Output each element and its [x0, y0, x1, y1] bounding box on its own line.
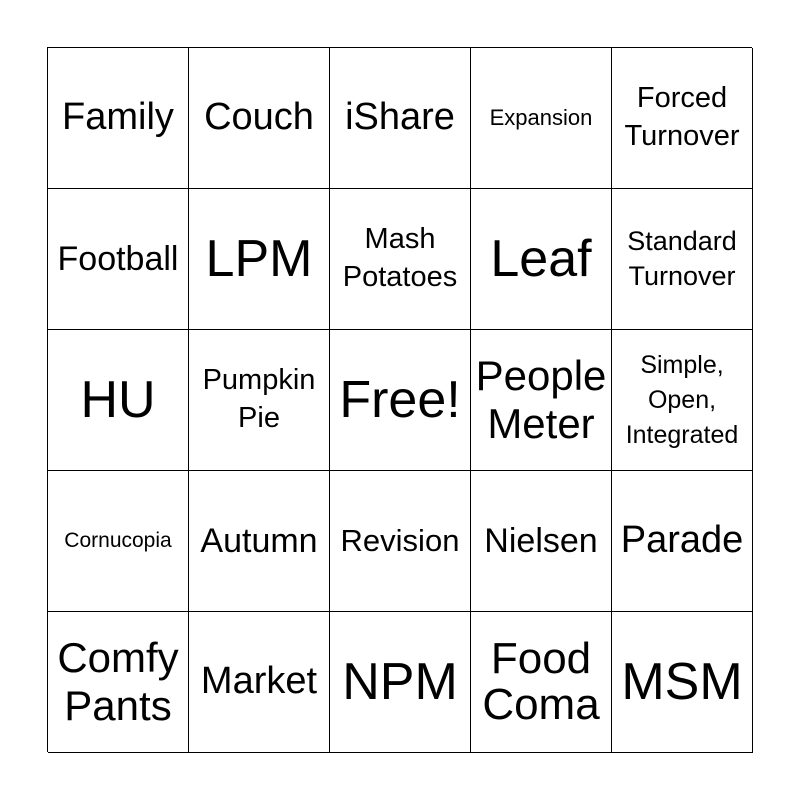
- bingo-cell[interactable]: [189, 189, 330, 330]
- cell-text: Comfy Pants: [57, 633, 179, 729]
- cell-text: Football: [57, 240, 179, 278]
- bingo-cell[interactable]: [330, 189, 471, 330]
- cell-text: Couch: [204, 96, 314, 139]
- bingo-cell[interactable]: [471, 189, 612, 330]
- cell-text: Forced Turnover: [624, 82, 740, 152]
- cell-text: Parade: [620, 519, 744, 562]
- bingo-cell[interactable]: [612, 48, 753, 189]
- bingo-cell[interactable]: [612, 471, 753, 612]
- cell-text: HU: [80, 371, 156, 429]
- bingo-cell[interactable]: [48, 48, 189, 189]
- bingo-cell[interactable]: [471, 48, 612, 189]
- bingo-cell[interactable]: [48, 612, 189, 753]
- bingo-card: [47, 47, 752, 752]
- cell-text: MSM: [621, 653, 743, 711]
- cell-text: Pumpkin Pie: [202, 364, 316, 434]
- cell-text: LPM: [205, 230, 313, 288]
- bingo-cell[interactable]: [48, 471, 189, 612]
- bingo-cell[interactable]: [330, 612, 471, 753]
- bingo-cell[interactable]: [612, 612, 753, 753]
- bingo-cell[interactable]: [48, 189, 189, 330]
- cell-text: Mash Potatoes: [342, 223, 458, 293]
- cell-text: Family: [62, 96, 174, 139]
- cell-text: Food Coma: [482, 633, 600, 729]
- bingo-cell[interactable]: [48, 330, 189, 471]
- bingo-cell[interactable]: [612, 330, 753, 471]
- cell-text: Autumn: [200, 522, 318, 560]
- cell-text: Market: [200, 660, 318, 703]
- bingo-cell[interactable]: [612, 189, 753, 330]
- bingo-cell[interactable]: [189, 471, 330, 612]
- bingo-cell[interactable]: [471, 612, 612, 753]
- cell-text: Revision: [340, 522, 460, 558]
- bingo-cell[interactable]: [471, 330, 612, 471]
- cell-text: iShare: [345, 96, 455, 139]
- bingo-cell[interactable]: [189, 48, 330, 189]
- cell-text: Expansion: [489, 104, 593, 130]
- cell-text: Leaf: [490, 230, 592, 288]
- bingo-cell[interactable]: [189, 330, 330, 471]
- cell-text: Free!: [339, 371, 461, 429]
- cell-text: Nielsen: [484, 522, 598, 560]
- bingo-cell[interactable]: [471, 471, 612, 612]
- bingo-cell[interactable]: [189, 612, 330, 753]
- bingo-cell[interactable]: [330, 48, 471, 189]
- cell-text: NPM: [342, 653, 458, 711]
- cell-text: People Meter: [475, 351, 607, 447]
- free-space-cell[interactable]: [330, 330, 471, 471]
- cell-text: Standard Turnover: [627, 225, 737, 291]
- cell-text: Simple, Open, Integrated: [625, 350, 739, 449]
- cell-text: Cornucopia: [64, 529, 172, 553]
- bingo-cell[interactable]: [330, 471, 471, 612]
